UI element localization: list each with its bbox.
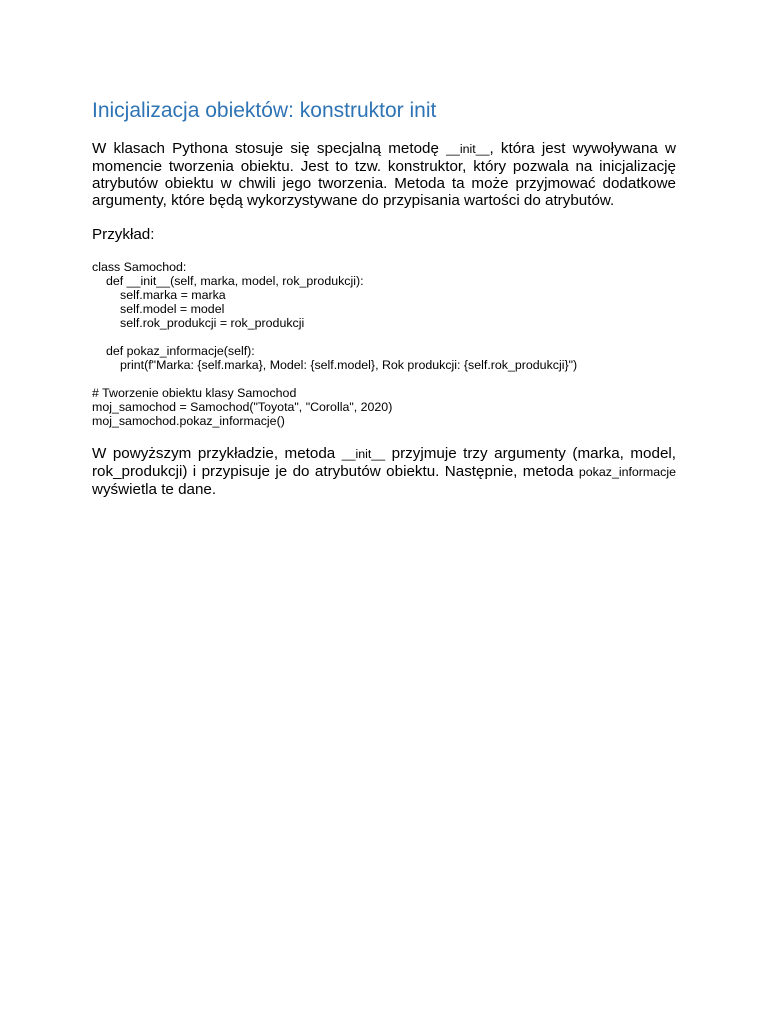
page-title: Inicjalizacja obiektów: konstruktor init	[92, 99, 437, 122]
code-line: moj_samochod = Samochod("Toyota", "Corolla", 2020)	[92, 400, 393, 414]
code-line: def __init__(self, marka, model, rok_produkcji):	[106, 274, 364, 288]
code-blank-line	[92, 330, 676, 344]
intro-text-2: , która jest wywoływana w momencie tworzenia obiektu. Jest to tzw. konstruktor, który pozwala na inicjalizację atrybutów obiektu w chwili jego tworzenia. Metoda ta może przyjmować dodatkowe argumenty, które będą wykorzystywane do przypisania wartości do atrybutów.	[92, 140, 676, 209]
document-page	[92, 96, 676, 498]
summary-paragraph	[92, 445, 676, 498]
code-example	[92, 260, 676, 428]
intro-text-1: W klasach Pythona stosuje się specjalną metodę	[92, 140, 447, 157]
example-label: Przykład:	[92, 226, 155, 243]
code-line: def pokaz_informacje(self):	[106, 344, 255, 358]
intro-paragraph	[92, 140, 676, 209]
code-blank-line	[92, 372, 676, 386]
code-line: self.marka = marka	[120, 288, 226, 302]
summary-inline-code-1: __init__	[341, 447, 386, 461]
code-line: self.model = model	[120, 302, 225, 316]
code-line: class Samochod:	[92, 260, 187, 274]
code-line: moj_samochod.pokaz_informacje()	[92, 414, 285, 428]
summary-inline-code-2: pokaz_informacje	[578, 465, 676, 479]
code-line: self.rok_produkcji = rok_produkcji	[120, 316, 305, 330]
summary-text-1: W powyższym przykładzie, metoda	[92, 445, 342, 462]
summary-text-3: wyświetla te dane.	[92, 481, 217, 498]
intro-inline-code: __init__	[446, 142, 490, 156]
summary-text-2: przyjmuje trzy argumenty (marka, model, rok_produkcji) i przypisuje je do atrybutów obiektu. Następnie, metoda	[92, 445, 676, 480]
code-comment-line: # Tworzenie obiektu klasy Samochod	[92, 386, 297, 400]
code-line: print(f"Marka: {self.marka}, Model: {self.model}, Rok produkcji: {self.rok_produkcji}")	[120, 358, 578, 372]
